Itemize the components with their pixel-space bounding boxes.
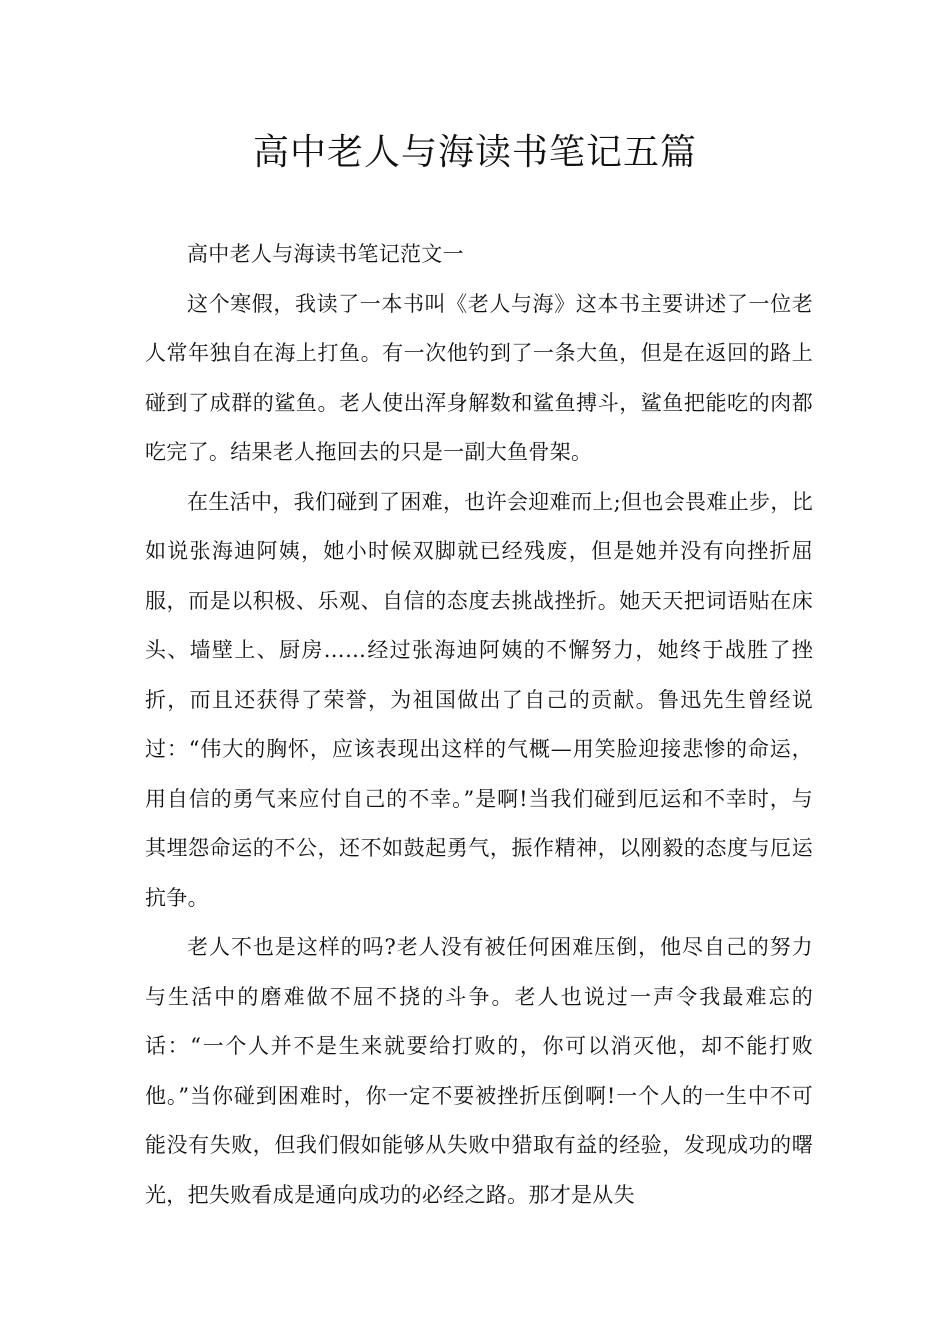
document-title: 高中老人与海读书笔记五篇 bbox=[252, 132, 697, 173]
document-body bbox=[145, 230, 813, 1220]
body-paragraph: 在生活中，我们碰到了困难，也许会迎难而上;但也会畏难止步，比如说张海迪阿姨，她小时候双脚就已经残废，但是她并没有向挫折屈服，而是以积极、乐观、自信的态度去挑战挫折。她天天把词语贴在床头、墙壁上、厨房……经过张海迪阿姨的不懈努力，她终于战胜了挫折，而且还获得了荣誉，为祖国做出了自己的贡献。鲁迅先生曾经说过：“伟大的胸怀，应该表现出这样的气概—用笑脸迎接悲惨的命运，用自信的勇气来应付自己的不幸。”是啊!当我们碰到厄运和不幸时，与其埋怨命运的不公，还不如鼓起勇气，振作精神，以刚毅的态度与厄运抗争。 bbox=[145, 489, 813, 910]
body-paragraph: 这个寒假，我读了一本书叫《老人与海》这本书主要讲述了一位老人常年独自在海上打鱼。有一次他钓到了一条大鱼，但是在返回的路上碰到了成群的鲨鱼。老人使出浑身解数和鲨鱼搏斗，鲨鱼把能吃的肉都吃完了。结果老人拖回去的只是一副大鱼骨架。 bbox=[145, 291, 813, 464]
subtitle-paragraph: 高中老人与海读书笔记范文一 bbox=[187, 242, 464, 266]
body-paragraph: 老人不也是这样的吗?老人没有被任何困难压倒，他尽自己的努力与生活中的磨难做不屈不挠的斗争。老人也说过一声令我最难忘的话：“一个人并不是生来就要给打败的，你可以消灭他，却不能打败他。”当你碰到困难时，你一定不要被挫折压倒啊!一个人的一生中不可能没有失败，但我们假如能够从失败中猎取有益的经验，发现成功的曙光，把失败看成是通向成功的必经之路。那才是从失 bbox=[145, 935, 813, 1207]
